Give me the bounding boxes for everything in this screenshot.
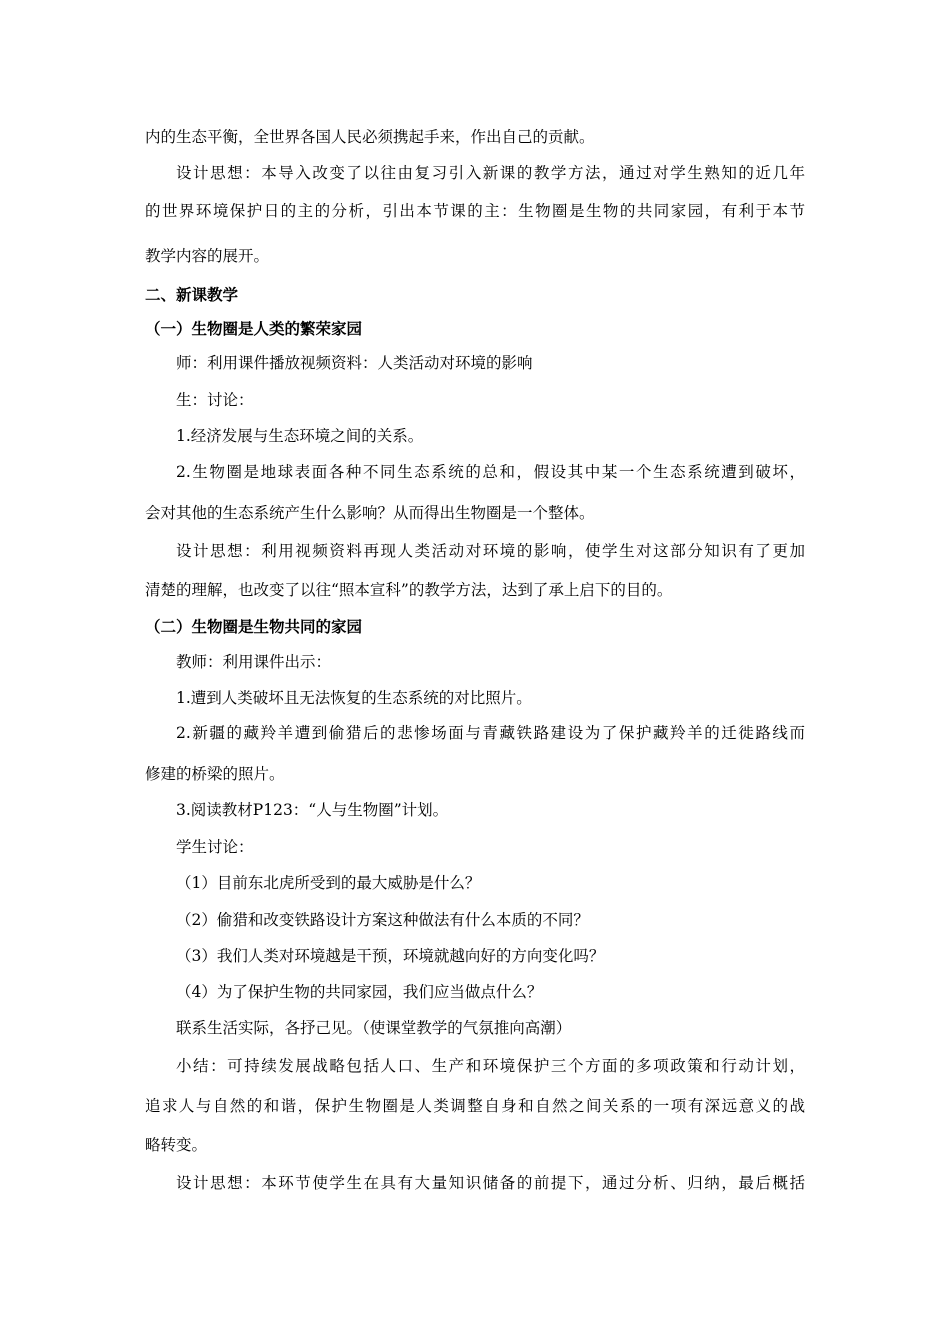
section-heading: 二、新课教学 [145, 286, 239, 304]
subsection-heading: （二）生物圈是生物共同的家园 [145, 618, 363, 636]
list-item: 3.阅读教材P123：“人与生物圈”计划。 [176, 801, 449, 819]
design-thought-line: 设计思想：利用视频资料再现人类活动对环境的影响，使学生对这部分知识有了更加 [176, 542, 805, 560]
subsection-heading: （一）生物圈是人类的繁荣家园 [145, 320, 363, 338]
paragraph-line: 教师：利用课件出示： [176, 653, 332, 671]
paragraph-line: 追求人与自然的和谐，保护生物圈是人类调整自身和自然之间关系的一项有深远意义的战 [145, 1097, 805, 1115]
paragraph-line: 联系生活实际，各抒己见。（使课堂教学的气氛推向高潮） [176, 1019, 572, 1037]
paragraph-line: 会对其他的生态系统产生什么影响？从而得出生物圈是一个整体。 [145, 504, 595, 522]
list-item: 2.新疆的藏羚羊遭到偷猎后的悲惨场面与青藏铁路建设为了保护藏羚羊的迁徙路线而 [176, 724, 805, 742]
paragraph-line: 修建的桥梁的照片。 [145, 765, 285, 783]
paragraph-line: 清楚的理解，也改变了以往“照本宣科”的教学方法，达到了承上启下的目的。 [145, 581, 673, 599]
summary-line: 小结：可持续发展战略包括人口、生产和环境保护三个方面的多项政策和行动计划， [176, 1057, 805, 1075]
design-thought-line: 设计思想：本导入改变了以往由复习引入新课的教学方法，通过对学生熟知的近几年 [176, 164, 805, 182]
question-item: （2）偷猎和改变铁路设计方案这种做法有什么本质的不同？ [176, 911, 589, 929]
paragraph-line: 教学内容的展开。 [145, 247, 270, 265]
paragraph-line: 的世界环境保护日的主的分析，引出本节课的主：生物圈是生物的共同家园，有利于本节 [145, 202, 805, 220]
list-item: 1.遭到人类破坏且无法恢复的生态系统的对比照片。 [176, 689, 532, 707]
question-item: （3）我们人类对环境越是干预，环境就越向好的方向变化吗？ [176, 947, 605, 965]
paragraph-line: 师：利用课件播放视频资料：人类活动对环境的影响 [176, 354, 533, 372]
paragraph-line: 学生讨论： [176, 838, 254, 856]
list-item: 1.经济发展与生态环境之间的关系。 [176, 427, 424, 445]
design-thought-line: 设计思想：本环节使学生在具有大量知识储备的前提下，通过分析、归纳，最后概括 [176, 1174, 805, 1192]
question-item: （1）目前东北虎所受到的最大威胁是什么？ [176, 874, 481, 892]
paragraph-line: 略转变。 [145, 1136, 208, 1154]
list-item: 2.生物圈是地球表面各种不同生态系统的总和，假设其中某一个生态系统遭到破坏， [176, 463, 805, 481]
paragraph-line: 内的生态平衡，全世界各国人民必须携起手来，作出自己的贡献。 [145, 128, 595, 146]
paragraph-line: 生：讨论： [176, 391, 254, 409]
question-item: （4）为了保护生物的共同家园，我们应当做点什么？ [176, 983, 543, 1001]
